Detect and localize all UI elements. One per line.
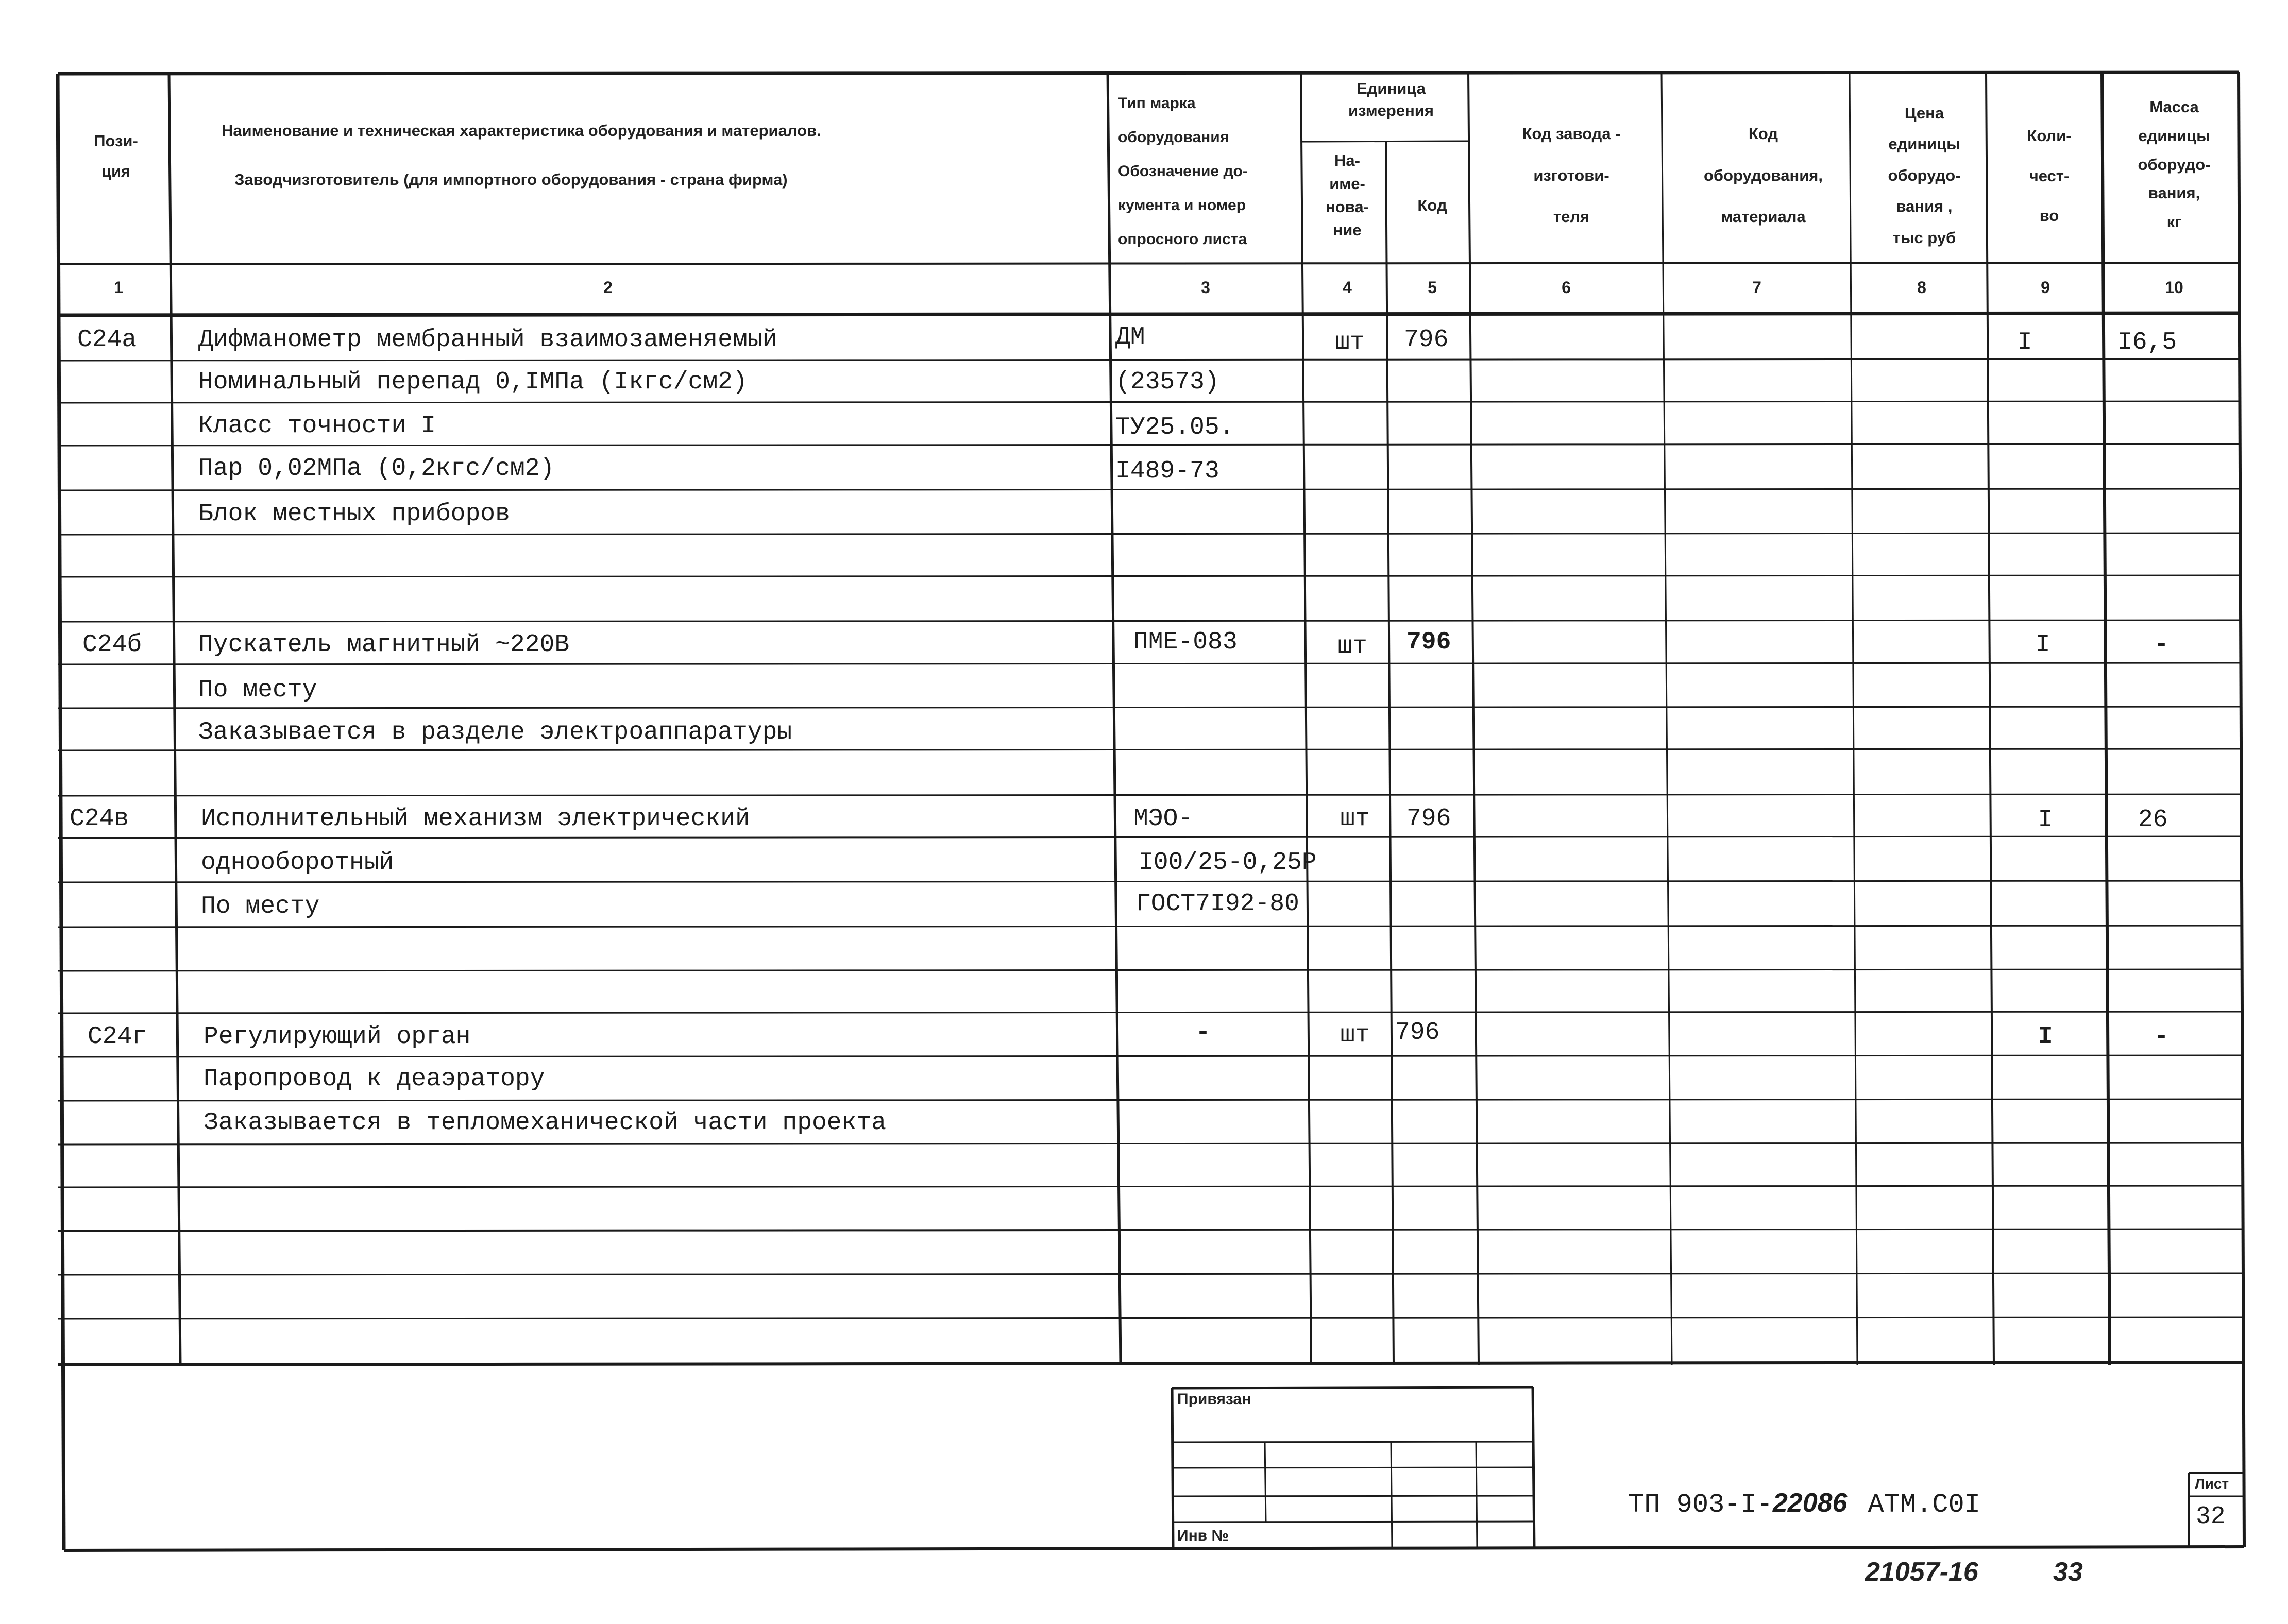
row-type: МЭО- [1133, 805, 1193, 833]
row-name: Номинальный перепад 0,IМПа (Iкгс/см2) [198, 368, 748, 396]
row-mass: 26 [2138, 806, 2168, 834]
row-position: C24в [70, 805, 129, 833]
row-unit-code: 796 [1395, 1019, 1440, 1047]
designation-prefix: ТП 903-I- [1628, 1490, 1773, 1520]
row-name: Блок местных приборов [198, 500, 510, 528]
row-type: (23573) [1115, 368, 1219, 396]
row-type: - [1195, 1019, 1211, 1047]
header-unit: Единица измерения [1348, 79, 1434, 120]
row-type: ДМ [1115, 323, 1145, 351]
column-number-10: 10 [2165, 278, 2183, 297]
row-type: I00/25-0,25Р [1139, 849, 1317, 877]
row-name: Класс точности I [198, 412, 436, 440]
row-unit: шт [1340, 805, 1370, 833]
header-price: Цена единицы оборудо- вания , тыс руб [1888, 104, 1961, 247]
row-position: C24a [77, 326, 137, 354]
row-name: Дифманометр мембранный взаимозаменяемый [198, 326, 777, 354]
column-number-6: 6 [1562, 278, 1571, 297]
row-quantity: I [2038, 806, 2053, 834]
row-type: ПМЕ-083 [1133, 628, 1238, 656]
sheet-number: 32 [2196, 1503, 2226, 1531]
row-position: C24б [82, 631, 142, 659]
row-name: Заказывается в тепломеханической части проекта [204, 1109, 887, 1137]
row-unit: шт [1340, 1021, 1370, 1049]
row-mass: I6,5 [2117, 329, 2177, 356]
row-name: Пускатель магнитный ~220В [198, 631, 570, 659]
column-number-7: 7 [1752, 278, 1761, 297]
designation-suffix: АТМ.С0I [1868, 1490, 1980, 1520]
row-position: C24г [88, 1023, 147, 1051]
sheet-label: Лист [2195, 1476, 2229, 1492]
row-quantity: I [2035, 631, 2050, 659]
header-plant-code: Код завода - изготови- теля [1522, 125, 1621, 226]
document-designation [1628, 1488, 1980, 1520]
designation-handwritten: 22086 [1772, 1488, 1848, 1518]
header-position: Пози- ция [94, 132, 138, 180]
row-name: По месту [198, 676, 317, 704]
row-mass: - [2154, 1023, 2169, 1051]
row-mass: - [2154, 631, 2169, 659]
column-number-2: 2 [603, 278, 613, 297]
header-quantity: Коли- чест- во [2027, 127, 2072, 225]
row-type: ТУ25.05. [1115, 414, 1234, 441]
column-number-4: 4 [1343, 278, 1352, 297]
header-equipment-code: Код оборудования, материала [1703, 125, 1823, 226]
row-unit-code: 796 [1404, 326, 1449, 354]
header-unit-name: На- име- нова- ние [1326, 151, 1369, 239]
archive-number: 21057-16 [1865, 1557, 1978, 1587]
row-name: Паропровод к деаэратору [204, 1065, 545, 1093]
row-name: Регулирующий орган [204, 1023, 471, 1051]
row-name: однооборотный [201, 849, 394, 877]
row-quantity: I [2017, 329, 2032, 356]
header-type: Тип марка оборудования Обозначение до- кумента и номер опросного листа [1118, 95, 1248, 248]
column-number-3: 3 [1201, 278, 1210, 297]
header-name-line1: Наименование и техническая характеристика оборудования и материалов. [222, 122, 821, 140]
column-number-8: 8 [1917, 278, 1926, 297]
stamp-privyazan: Привязан [1177, 1391, 1251, 1408]
page-number: 33 [2053, 1557, 2083, 1587]
stamp-inventory-number: Инв № [1177, 1527, 1229, 1544]
header-name-line2: Заводчизготовитель (для импортного оборудования - страна фирма) [234, 170, 788, 189]
header-unit-code: Код [1417, 196, 1447, 214]
row-name: По месту [201, 893, 320, 920]
row-unit: шт [1335, 329, 1365, 356]
row-name: Пар 0,02МПа (0,2кгс/см2) [198, 455, 555, 483]
row-unit-code: 796 [1406, 628, 1451, 656]
row-type: ГОСТ7I92-80 [1136, 890, 1299, 918]
column-number-9: 9 [2041, 278, 2050, 297]
row-type: I489-73 [1115, 457, 1219, 485]
row-name: Заказывается в разделе электроаппаратуры [198, 719, 792, 746]
column-number-5: 5 [1428, 278, 1437, 297]
column-number-1: 1 [114, 278, 123, 297]
row-unit-code: 796 [1406, 805, 1451, 833]
row-quantity: I [2038, 1023, 2053, 1051]
row-name: Исполнительный механизм электрический [201, 805, 750, 833]
header-mass: Масса единицы оборудо- вания, кг [2138, 98, 2211, 231]
row-unit: шт [1337, 632, 1367, 660]
